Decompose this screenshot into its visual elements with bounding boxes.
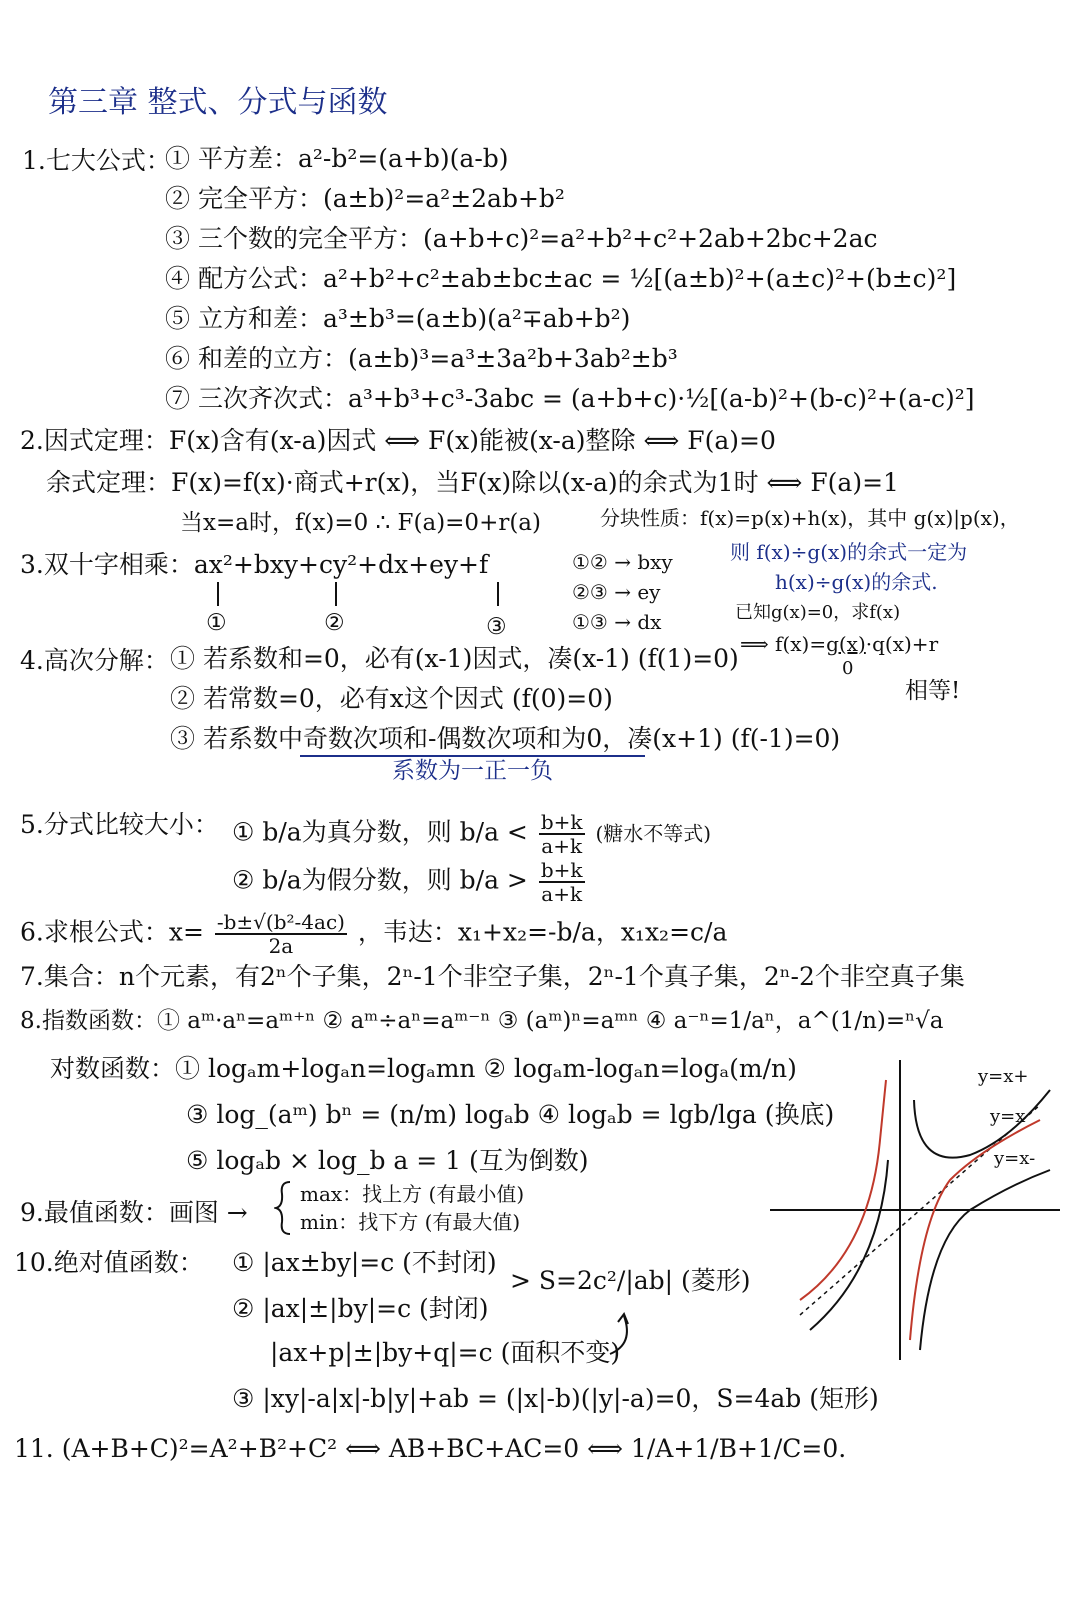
sign-note: 系数为一正一负	[392, 758, 553, 784]
rule-odd-even: ③ 若系数中奇数次项和-偶数次项和为0，凑(x+1) (f(-1)=0)	[170, 724, 841, 753]
fraction-numerator: b+k	[540, 810, 583, 834]
chapter-title: 第三章 整式、分式与函数	[48, 85, 388, 120]
rule-dx: ①③ → dx	[572, 610, 662, 634]
graph-label-upper: y=x+	[978, 1066, 1029, 1087]
log-rules-3: ⑤ logₐb × log_b a = 1 (互为倒数)	[186, 1146, 589, 1175]
abs-rule-shift: |ax+p|±|by+q|=c (面积不变)	[270, 1338, 621, 1367]
brace-icon	[274, 1180, 294, 1236]
formula-sum-diff-cubes: ⑤ 立方和差：a³±b³=(a±b)(a²∓ab+b²)	[165, 304, 631, 333]
formula-cube-of-sum: ⑥ 和差的立方：(a±b)³=a³±3a²b+3ab²±b³	[165, 344, 678, 373]
abs-rule-2: ② |ax|±|by|=c (封闭)	[232, 1294, 489, 1323]
block-property-line3: h(x)÷g(x)的余式.	[775, 570, 938, 594]
formula-completing-square: ④ 配方公式：a²+b²+c²±ab±bc±ac = ½[(a±b)²+(a±c)²+(b±c)²]	[165, 264, 957, 293]
qf-denominator: 2a	[268, 934, 294, 958]
qf-numerator: -b±√(b²-4ac)	[216, 910, 345, 934]
log-rules-2: ③ log_(aᵐ) bⁿ = (n/m) logₐb ④ logₐb = lgb/lga (换底)	[186, 1100, 835, 1129]
abs-function-heading: 10.绝对值函数：	[14, 1248, 204, 1277]
gx-zero-mark: 0	[842, 658, 854, 679]
extreme-function-heading: 9.最值函数：画图 →	[20, 1198, 248, 1227]
rule-coefficient-sum: ① 若系数和=0，必有(x-1)因式，凑(x-1) (f(1)=0)	[170, 644, 739, 673]
double-cross-ticks	[200, 578, 520, 638]
block-property-line2: 则 f(x)÷g(x)的余式一定为	[730, 540, 968, 564]
min-rule: min：找下方 (有最大值)	[300, 1210, 521, 1234]
arrow-icon	[600, 1310, 640, 1360]
equal-note: 相等!	[905, 678, 961, 704]
formula-difference-of-squares: ① 平方差：a²-b²=(a+b)(a-b)	[165, 144, 509, 173]
identity-line: 11. (A+B+C)²=A²+B²+C² ⟺ AB+BC+AC=0 ⟺ 1/A+1/B+1/C=0.	[14, 1434, 847, 1463]
formula-cubic-homogeneous: ⑦ 三次齐次式：a³+b³+c³-3abc = (a+b+c)·½[(a-b)²+(b-c)²+(a-c)²]	[165, 384, 975, 413]
remainder-theorem: 余式定理：F(x)=f(x)·商式+r(x)，当F(x)除以(x-a)的余式为1时 ⟺ F(a)=1	[46, 468, 899, 497]
proper-fraction-rule: ① b/a为真分数，则 b/a < $\frac{b+k}{a+k}$ (糖水不等式)	[232, 810, 712, 858]
sets-line: 7.集合：n个元素，有2ⁿ个子集，2ⁿ-1个非空子集，2ⁿ-1个真子集，2ⁿ-2个非空真子集	[20, 962, 965, 991]
section-1-heading: 1.七大公式：	[22, 146, 171, 175]
fraction-denominator: a+k	[541, 834, 583, 858]
hyperbola-sketch	[770, 1060, 1060, 1360]
improper-fraction-rule: ② b/a为假分数，则 b/a > $\frac{b+k}{a+k}$	[232, 858, 583, 906]
fx-expression: ⟹ f(x)=g(x)·q(x)+r	[740, 632, 939, 656]
known-gx-zero: 已知g(x)=0，求f(x)	[735, 602, 901, 623]
exponent-rules: 8.指数函数：① aᵐ·aⁿ=aᵐ⁺ⁿ ② aᵐ÷aⁿ=aᵐ⁻ⁿ ③ (aᵐ)ⁿ=aᵐⁿ ④ a⁻ⁿ=1/aⁿ，a^(1/n)=ⁿ√a	[20, 1008, 944, 1034]
mark-1: ①	[206, 610, 227, 636]
rule-bxy: ①② → bxy	[572, 550, 673, 574]
log-rules-1: 对数函数：① logₐm+logₐn=logₐmn ② logₐm-logₐn=logₐ(m/n)	[50, 1054, 797, 1083]
graph-label-middle: y=x	[990, 1106, 1026, 1127]
max-rule: max：找上方 (有最小值)	[300, 1182, 525, 1206]
rule-ey: ②③ → ey	[572, 580, 661, 604]
remainder-theorem-note: 当x=a时，f(x)=0 ∴ F(a)=0+r(a)	[180, 510, 541, 536]
block-property: 分块性质：f(x)=p(x)+h(x)，其中 g(x)|p(x)，	[600, 506, 1020, 530]
abs-rule-1: ① |ax±by|=c (不封闭)	[232, 1248, 497, 1277]
rule-constant-zero: ② 若常数=0，必有x这个因式 (f(0)=0)	[170, 684, 613, 713]
higher-factor-heading: 4.高次分解：	[20, 646, 169, 675]
fraction-compare-heading: 5.分式比较大小：	[20, 810, 219, 839]
quadratic-formula: 6.求根公式：x= $\frac{\text{-b±√(b²-4ac)}}{2a}$ ，韦达：x₁+x₂=-b/a，x₁x₂=c/a	[20, 910, 728, 958]
rhombus-area: > S=2c²/|ab| (菱形)	[510, 1266, 751, 1295]
abs-rule-3: ③ |xy|-a|x|-b|y|+ab = (|x|-b)(|y|-a)=0，S=4ab (矩形)	[232, 1384, 879, 1413]
formula-perfect-square: ② 完全平方：(a±b)²=a²±2ab+b²	[165, 184, 565, 213]
double-cross-heading: 3.双十字相乘：ax²+bxy+cy²+dx+ey+f	[20, 550, 489, 579]
graph-label-lower: y=x-	[994, 1148, 1036, 1169]
mark-2: ②	[324, 610, 345, 636]
factor-theorem: 2.因式定理：F(x)含有(x-a)因式 ⟺ F(x)能被(x-a)整除 ⟺ F(a)=0	[20, 426, 776, 455]
mark-3: ③	[486, 614, 507, 640]
formula-three-term-square: ③ 三个数的完全平方：(a+b+c)²=a²+b²+c²+2ab+2bc+2ac	[165, 224, 878, 253]
